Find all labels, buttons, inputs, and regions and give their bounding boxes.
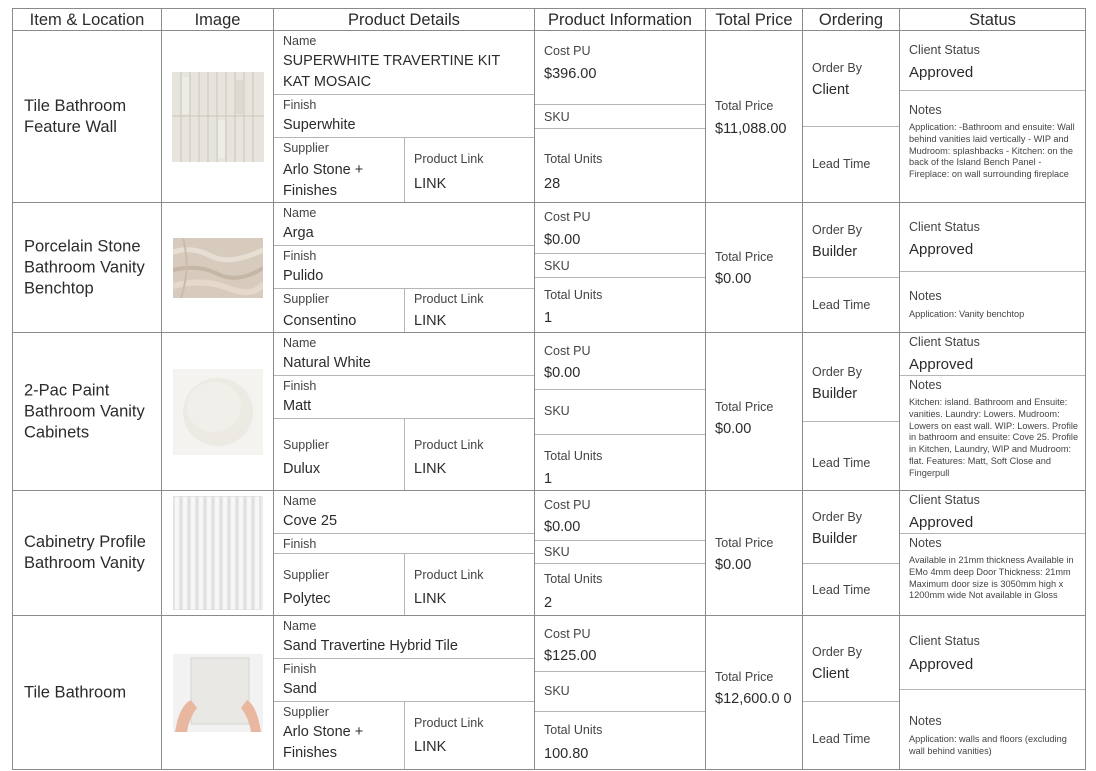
client-status-label: Client Status: [909, 493, 980, 507]
product-link-label: Product Link: [414, 568, 484, 582]
product-name: Sand Travertine Hybrid Tile: [283, 638, 458, 654]
supplier-label: Supplier: [283, 292, 329, 306]
order-by-value: Builder: [812, 386, 858, 402]
product-supplier: Arlo Stone + Finishes: [283, 162, 364, 199]
name-label: Name: [283, 336, 317, 350]
product-supplier: Polytec: [283, 591, 331, 607]
total-units-value: 1: [544, 471, 553, 487]
product-link-label: Product Link: [414, 152, 484, 166]
table-row: [12, 333, 1086, 491]
header-product-details: Product Details: [274, 8, 535, 31]
lead-time-label: Lead Time: [812, 157, 871, 171]
fluted-profile-image: [173, 496, 263, 610]
order-by-value: Builder: [812, 531, 858, 547]
item-location: Porcelain Stone Bathroom Vanity Benchtop: [24, 237, 145, 297]
sku-label: SKU: [544, 110, 570, 124]
product-link[interactable]: LINK: [414, 461, 447, 477]
total-units-value: 1: [544, 310, 553, 326]
cost-pu-value: $0.00: [544, 232, 581, 248]
product-name: SUPERWHITE TRAVERTINE KIT KAT MOSAIC: [283, 53, 501, 90]
product-image: [172, 72, 264, 162]
name-label: Name: [283, 494, 317, 508]
supplier-label: Supplier: [283, 141, 329, 155]
sku-label: SKU: [544, 404, 570, 418]
total-price-value: $0.00: [715, 271, 752, 287]
finish-label: Finish: [283, 249, 317, 263]
header-item-location: Item & Location: [12, 8, 162, 31]
product-image: [173, 654, 263, 732]
cost-pu-value: $0.00: [544, 365, 581, 381]
cost-pu-value: $396.00: [544, 66, 597, 82]
product-link-label: Product Link: [414, 716, 484, 730]
header-ordering: Ordering: [803, 8, 900, 31]
lead-time-label: Lead Time: [812, 583, 871, 597]
paint-swatch-image: [173, 369, 263, 455]
supplier-label: Supplier: [283, 705, 329, 719]
header-image: Image: [162, 8, 274, 31]
product-finish: Matt: [283, 398, 312, 414]
sku-label: SKU: [544, 545, 570, 559]
order-by-label: Order By: [812, 365, 863, 379]
name-label: Name: [283, 206, 317, 220]
product-supplier: Arlo Stone + Finishes: [283, 724, 364, 761]
total-price-value: $0.00: [715, 557, 752, 573]
client-status-label: Client Status: [909, 220, 980, 234]
product-name: Natural White: [283, 355, 371, 371]
total-price-label: Total Price: [715, 536, 774, 550]
finish-label: Finish: [283, 662, 317, 676]
porcelain-slab-image: [173, 238, 263, 298]
client-status-label: Client Status: [909, 634, 980, 648]
total-units-label: Total Units: [544, 288, 603, 302]
product-image: [173, 369, 263, 455]
item-location: Cabinetry Profile Bathroom Vanity: [24, 533, 146, 572]
client-status-value: Approved: [909, 356, 974, 373]
order-by-label: Order By: [812, 645, 863, 659]
cost-pu-label: Cost PU: [544, 44, 591, 58]
item-location: 2-Pac Paint Bathroom Vanity Cabinets: [24, 381, 145, 441]
table-row: [12, 616, 1086, 770]
total-units-value: 2: [544, 595, 553, 611]
total-price-value: $11,088.00: [715, 121, 787, 137]
total-price-value: $0.00: [715, 421, 752, 437]
product-link-label: Product Link: [414, 292, 484, 306]
notes-label: Notes: [909, 289, 942, 303]
lead-time-label: Lead Time: [812, 456, 871, 470]
finish-label: Finish: [283, 537, 317, 551]
lead-time-label: Lead Time: [812, 732, 871, 746]
notes-text: Available in 21mm thickness Available in EMo 4mm deep Door Thickness: 21mm Maximum door size is 3050mm high x 1200mm wide Not available in Gloss: [909, 555, 1074, 601]
notes-label: Notes: [909, 378, 942, 392]
cost-pu-label: Cost PU: [544, 344, 591, 358]
header-total-price: Total Price: [706, 8, 803, 31]
client-status-value: Approved: [909, 656, 974, 673]
total-units-value: 28: [544, 176, 561, 192]
product-supplier: Dulux: [283, 461, 321, 477]
notes-text: Application: walls and floors (excluding wall behind vanities): [909, 734, 1067, 756]
mosaic-tile-image: [172, 72, 264, 162]
order-by-label: Order By: [812, 223, 863, 237]
total-price-label: Total Price: [715, 250, 774, 264]
lead-time-label: Lead Time: [812, 298, 871, 312]
total-price-value: $12,600.0 0: [715, 691, 792, 707]
notes-text: Application: -Bathroom and ensuite: Wall behind vanities laid vertically - WIP and Mudroom: splashbacks - Kitchen: on the back of the Island Bench Panel - Fireplace: on wall surrounding fireplace: [909, 122, 1075, 180]
product-link[interactable]: LINK: [414, 591, 447, 607]
product-image: [173, 238, 263, 298]
supplier-label: Supplier: [283, 438, 329, 452]
sku-label: SKU: [544, 684, 570, 698]
notes-label: Notes: [909, 103, 942, 117]
order-by-label: Order By: [812, 61, 863, 75]
client-status-label: Client Status: [909, 43, 980, 57]
supplier-label: Supplier: [283, 568, 329, 582]
cost-pu-label: Cost PU: [544, 627, 591, 641]
order-by-value: Client: [812, 666, 850, 682]
client-status-label: Client Status: [909, 335, 980, 349]
total-units-label: Total Units: [544, 449, 603, 463]
cost-pu-label: Cost PU: [544, 210, 591, 224]
total-price-label: Total Price: [715, 99, 774, 113]
cost-pu-value: $0.00: [544, 519, 581, 535]
name-label: Name: [283, 34, 317, 48]
tile-in-hands-image: [173, 654, 263, 732]
product-finish: Sand: [283, 681, 317, 697]
total-price-label: Total Price: [715, 670, 774, 684]
product-link[interactable]: LINK: [414, 739, 447, 755]
product-link[interactable]: LINK: [414, 176, 447, 192]
table-row: [12, 203, 1086, 333]
total-units-label: Total Units: [544, 152, 603, 166]
client-status-value: Approved: [909, 514, 974, 531]
table-row: [12, 491, 1086, 616]
header-status: Status: [900, 8, 1086, 31]
notes-label: Notes: [909, 536, 942, 550]
total-units-label: Total Units: [544, 572, 603, 586]
notes-text: Kitchen: island. Bathroom and Ensuite: vanities. Laundry: Lowers. Mudroom: Lowers on east wall. WIP: Lowers. Profile in bathroom and ensuite: Cove 25. Profile in Kitchen, Laundry, WIP and Mudroom: flat. Features: Matt, Soft Close and Fingerpull: [909, 397, 1079, 478]
cost-pu-value: $125.00: [544, 648, 597, 664]
product-finish: Superwhite: [283, 117, 356, 133]
client-status-value: Approved: [909, 241, 974, 258]
order-by-value: Client: [812, 82, 850, 98]
finish-label: Finish: [283, 379, 317, 393]
table-row: [12, 31, 1086, 203]
product-link[interactable]: LINK: [414, 313, 447, 329]
finish-label: Finish: [283, 98, 317, 112]
product-image: [173, 496, 263, 610]
total-price-label: Total Price: [715, 400, 774, 414]
product-link-label: Product Link: [414, 438, 484, 452]
order-by-label: Order By: [812, 510, 863, 524]
sku-label: SKU: [544, 259, 570, 273]
total-units-label: Total Units: [544, 723, 603, 737]
item-location: Tile Bathroom Feature Wall: [24, 96, 127, 136]
order-by-value: Builder: [812, 244, 858, 260]
name-label: Name: [283, 619, 317, 633]
product-name: Cove 25: [283, 513, 338, 529]
notes-text: Application: Vanity benchtop: [909, 309, 1025, 319]
client-status-value: Approved: [909, 64, 974, 81]
item-location: Tile Bathroom: [24, 683, 127, 701]
product-name: Arga: [283, 225, 314, 241]
header-product-information: Product Information: [535, 8, 706, 31]
cost-pu-label: Cost PU: [544, 498, 591, 512]
product-supplier: Consentino: [283, 313, 357, 329]
product-finish: Pulido: [283, 268, 324, 284]
total-units-value: 100.80: [544, 746, 589, 762]
notes-label: Notes: [909, 714, 942, 728]
